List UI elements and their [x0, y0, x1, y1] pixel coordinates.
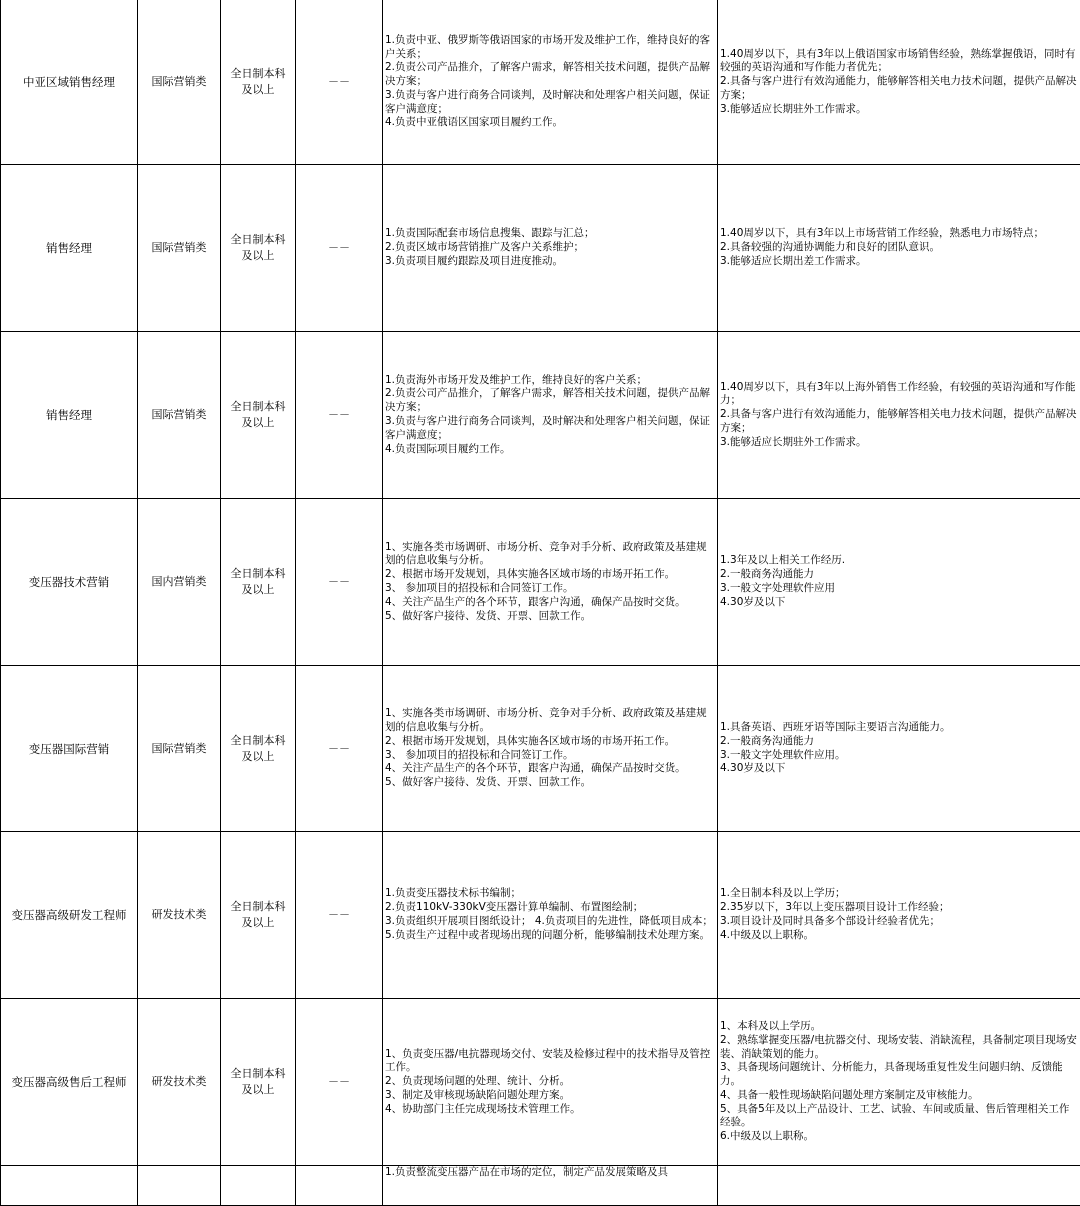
duty-line: 4.负责国际项目履约工作。	[385, 443, 715, 457]
position-cell: 变压器国际营销	[1, 666, 138, 832]
education-line: 全日制本科	[221, 66, 295, 82]
duty-line: 1.负责海外市场开发及维护工作，维持良好的客户关系；	[385, 374, 715, 388]
position-cell: 中亚区域销售经理	[1, 0, 138, 165]
table-row	[1, 0, 1080, 165]
requirements-cell	[718, 666, 1080, 832]
major-cell: －－	[296, 165, 383, 332]
duty-line: 2、根据市场开发规划，具体实施各区域市场的市场开拓工作。	[385, 735, 715, 749]
table-row	[1, 499, 1080, 666]
education-cell	[221, 1166, 296, 1206]
education-line: 全日制本科	[221, 566, 295, 582]
requirement-line: 6.中级及以上职称。	[720, 1130, 1079, 1144]
requirement-line: 3.能够适应长期出差工作需求。	[720, 255, 1079, 269]
requirement-line: 4、具备一般性现场缺陷问题处理方案制定及审核能力。	[720, 1089, 1079, 1103]
duty-line: 3、 参加项目的招投标和合同签订工作。	[385, 749, 715, 763]
category-cell: 国内营销类	[138, 499, 221, 666]
position-cell: 销售经理	[1, 165, 138, 332]
requirement-line: 3.能够适应长期驻外工作需求。	[720, 103, 1079, 117]
duty-line: 4、关注产品生产的各个环节，跟客户沟通，确保产品按时交货。	[385, 596, 715, 610]
education-line: 及以上	[221, 248, 295, 264]
major-cell: －－	[296, 332, 383, 499]
requirements-cell	[718, 332, 1080, 499]
table-row	[1, 832, 1080, 999]
education-cell	[221, 666, 296, 832]
requirement-line: 3.项目设计及同时具备多个部设计经验者优先；	[720, 915, 1079, 929]
requirements-cell	[718, 999, 1080, 1166]
duties-cell	[383, 832, 718, 999]
position-cell: 销售经理	[1, 332, 138, 499]
requirements-cell	[718, 0, 1080, 165]
requirement-line: 2.一般商务沟通能力	[720, 735, 1079, 749]
education-line: 及以上	[221, 915, 295, 931]
major-cell	[296, 1166, 383, 1206]
duty-line: 2.负责公司产品推介，了解客户需求，解答相关技术问题，提供产品解决方案；	[385, 61, 715, 89]
education-line: 及以上	[221, 415, 295, 431]
education-cell	[221, 332, 296, 499]
education-cell	[221, 832, 296, 999]
requirement-line: 4.30岁及以下	[720, 762, 1079, 776]
category-cell: 国际营销类	[138, 0, 221, 165]
table-row	[1, 666, 1080, 832]
education-line: 及以上	[221, 749, 295, 765]
category-cell: 研发技术类	[138, 999, 221, 1166]
duty-line: 2.负责区域市场营销推广及客户关系维护；	[385, 241, 715, 255]
duty-line: 2、根据市场开发规划，具体实施各区域市场的市场开拓工作。	[385, 568, 715, 582]
duty-line: 1、实施各类市场调研、市场分析、竞争对手分析、政府政策及基建规划的信息收集与分析。	[385, 707, 715, 735]
education-line: 及以上	[221, 82, 295, 98]
major-cell: －－	[296, 999, 383, 1166]
position-cell: 变压器技术营销	[1, 499, 138, 666]
requirement-line: 3.一般文字处理软件应用	[720, 582, 1079, 596]
requirements-cell	[718, 1166, 1080, 1206]
requirement-line: 1.40周岁以下，具有3年以上俄语国家市场销售经验，熟练掌握俄语，同时有较强的英语沟通和写作能力者优先；	[720, 48, 1079, 76]
duties-cell	[383, 499, 718, 666]
position-cell: 变压器高级售后工程师	[1, 999, 138, 1166]
education-line: 及以上	[221, 1082, 295, 1098]
duties-cell	[383, 0, 718, 165]
duty-line: 3.负责项目履约跟踪及项目进度推动。	[385, 255, 715, 269]
duty-line: 5、做好客户接待、发货、开票、回款工作。	[385, 610, 715, 624]
duty-line: 3.负责与客户进行商务合同谈判，及时解决和处理客户相关问题，保证客户满意度；	[385, 89, 715, 117]
category-cell: 国际营销类	[138, 666, 221, 832]
requirement-line: 2.35岁以下，3年以上变压器项目设计工作经验；	[720, 901, 1079, 915]
requirement-line: 1.3年及以上相关工作经历.	[720, 554, 1079, 568]
duty-line: 1、负责变压器/电抗器现场交付、安装及检修过程中的技术指导及管控工作。	[385, 1048, 715, 1076]
education-line: 全日制本科	[221, 1066, 295, 1082]
education-cell	[221, 499, 296, 666]
duty-line: 5、做好客户接待、发货、开票、回款工作。	[385, 776, 715, 790]
table-row	[1, 1166, 1080, 1206]
requirements-cell	[718, 499, 1080, 666]
duty-line: 2、负责现场问题的处理、统计、分析。	[385, 1075, 715, 1089]
requirements-cell	[718, 832, 1080, 999]
table-row	[1, 332, 1080, 499]
requirements-cell	[718, 165, 1080, 332]
requirement-line: 2.具备与客户进行有效沟通能力，能够解答相关电力技术问题，提供产品解决方案；	[720, 408, 1079, 436]
duty-line: 4.负责中亚俄语区国家项目履约工作。	[385, 116, 715, 130]
duty-line: 3.负责组织开展项目图纸设计； 4.负责项目的先进性，降低项目成本；	[385, 915, 715, 929]
duty-line: 1.负责整流变压器产品在市场的定位，制定产品发展策略及具	[385, 1166, 715, 1180]
duties-cell	[383, 165, 718, 332]
requirement-line: 1.40周岁以下，具有3年以上海外销售工作经验，有较强的英语沟通和写作能力；	[720, 381, 1079, 409]
table-row	[1, 165, 1080, 332]
duty-line: 2.负责110kV-330kV变压器计算单编制、布置图绘制；	[385, 901, 715, 915]
education-line: 全日制本科	[221, 232, 295, 248]
education-line: 全日制本科	[221, 899, 295, 915]
category-cell: 国际营销类	[138, 332, 221, 499]
table-body	[1, 0, 1080, 1206]
requirement-line: 3.一般文字处理软件应用。	[720, 749, 1079, 763]
duty-line: 5.负责生产过程中或者现场出现的问题分析，能够编制技术处理方案。	[385, 929, 715, 943]
position-cell: 变压器高级研发工程师	[1, 832, 138, 999]
duty-line: 1、实施各类市场调研、市场分析、竞争对手分析、政府政策及基建规划的信息收集与分析。	[385, 541, 715, 569]
requirement-line: 3.能够适应长期驻外工作需求。	[720, 436, 1079, 450]
requirement-line: 2、熟练掌握变压器/电抗器交付、现场安装、消缺流程，具备制定项目现场安装、消缺策划的能力。	[720, 1034, 1079, 1062]
requirement-line: 1.40周岁以下，具有3年以上市场营销工作经验，熟悉电力市场特点；	[720, 227, 1079, 241]
major-cell: －－	[296, 0, 383, 165]
category-cell: 国际营销类	[138, 165, 221, 332]
duty-line: 4、关注产品生产的各个环节，跟客户沟通，确保产品按时交货。	[385, 762, 715, 776]
requirement-line: 5、具备5年及以上产品设计、工艺、试验、车间或质量、售后管理相关工作经验。	[720, 1103, 1079, 1131]
education-cell	[221, 0, 296, 165]
requirement-line: 2.具备较强的沟通协调能力和良好的团队意识。	[720, 241, 1079, 255]
education-cell	[221, 999, 296, 1166]
duties-cell	[383, 999, 718, 1166]
position-cell	[1, 1166, 138, 1206]
duty-line: 1.负责国际配套市场信息搜集、跟踪与汇总；	[385, 227, 715, 241]
duty-line: 3.负责与客户进行商务合同谈判，及时解决和处理客户相关问题，保证客户满意度；	[385, 415, 715, 443]
major-cell: －－	[296, 499, 383, 666]
major-cell: －－	[296, 666, 383, 832]
major-cell: －－	[296, 832, 383, 999]
education-cell	[221, 165, 296, 332]
table-row	[1, 999, 1080, 1166]
requirement-line: 1.全日制本科及以上学历；	[720, 887, 1079, 901]
category-cell	[138, 1166, 221, 1206]
requirement-line: 4.中级及以上职称。	[720, 929, 1079, 943]
duties-cell	[383, 1166, 718, 1206]
category-cell: 研发技术类	[138, 832, 221, 999]
requirement-line: 4.30岁及以下	[720, 596, 1079, 610]
requirement-line: 1.具备英语、西班牙语等国际主要语言沟通能力。	[720, 721, 1079, 735]
duty-line: 2.负责公司产品推介，了解客户需求，解答相关技术问题，提供产品解决方案；	[385, 387, 715, 415]
duty-line: 4、协助部门主任完成现场技术管理工作。	[385, 1103, 715, 1117]
duty-line: 1.负责变压器技术标书编制；	[385, 887, 715, 901]
requirement-line: 2.具备与客户进行有效沟通能力，能够解答相关电力技术问题，提供产品解决方案；	[720, 75, 1079, 103]
duties-cell	[383, 666, 718, 832]
education-line: 全日制本科	[221, 399, 295, 415]
requirement-line: 2.一般商务沟通能力	[720, 568, 1079, 582]
duty-line: 1.负责中亚、俄罗斯等俄语国家的市场开发及维护工作，维持良好的客户关系；	[385, 34, 715, 62]
duties-cell	[383, 332, 718, 499]
requirement-line: 3、具备现场问题统计、分析能力，具备现场重复性发生问题归纳、反馈能力。	[720, 1061, 1079, 1089]
education-line: 及以上	[221, 582, 295, 598]
requirement-line: 1、本科及以上学历。	[720, 1020, 1079, 1034]
duty-line: 3、 参加项目的招投标和合同签订工作。	[385, 582, 715, 596]
duty-line: 3、制定及审核现场缺陷问题处理方案。	[385, 1089, 715, 1103]
education-line: 全日制本科	[221, 733, 295, 749]
